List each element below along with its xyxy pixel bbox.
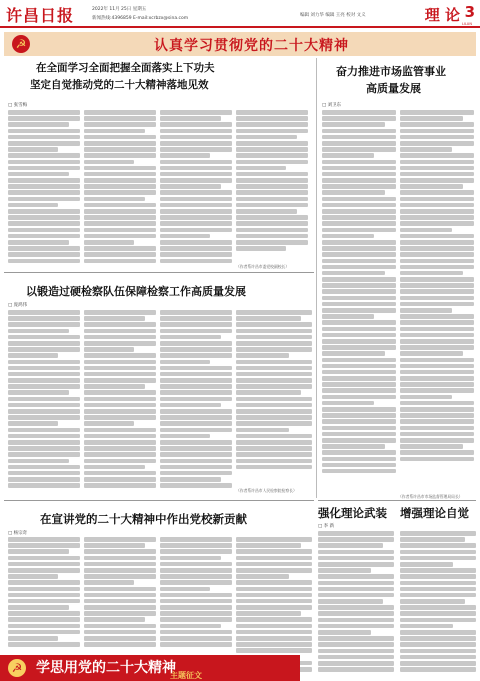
section-subtitle: LILUN bbox=[462, 22, 472, 26]
banner-title: 认真学习贯彻党的二十大精神 bbox=[154, 38, 349, 54]
article-2-column-1 bbox=[322, 110, 396, 498]
section-number: 3 bbox=[464, 3, 475, 21]
article-1-author-note: （作者系许昌市委党校副校长） bbox=[236, 264, 290, 269]
article-2-byline: □ 刘卫东 bbox=[322, 103, 342, 108]
issue-date: 2022年 11月 25日 星期五 bbox=[92, 7, 147, 12]
article-2-column-2 bbox=[400, 110, 474, 498]
article-4-column-1 bbox=[318, 531, 394, 677]
article-4-column-2 bbox=[400, 531, 476, 677]
article-1-column-3 bbox=[160, 110, 232, 268]
column-divider bbox=[316, 58, 317, 498]
article-4-headline-1: 强化理论武装 bbox=[318, 506, 387, 520]
article-3-column-1 bbox=[8, 310, 80, 500]
article-2-headline-2: 高质量发展 bbox=[366, 82, 421, 95]
article-5-headline: 在宣讲党的二十大精神中作出党校新贡献 bbox=[40, 512, 247, 526]
article-1-column-4 bbox=[236, 110, 308, 268]
article-3-column-4 bbox=[236, 310, 312, 485]
party-emblem-icon: ☭ bbox=[12, 35, 30, 53]
article-3-author-note: （作者系许昌市人民检察院检察长） bbox=[236, 488, 297, 493]
article-3-byline: □ 庞鸿伟 bbox=[8, 303, 28, 308]
article-1-headline-2: 坚定自觉推动党的二十大精神落地见效 bbox=[30, 79, 209, 91]
article-5-byline: □ 杨宗奇 bbox=[8, 531, 28, 536]
article-1-byline: □ 张雪梅 bbox=[8, 103, 28, 108]
newspaper-logo: 许昌日报 bbox=[6, 6, 75, 25]
section-divider bbox=[4, 272, 314, 273]
article-4-headline-2: 增强理论自觉 bbox=[400, 506, 469, 520]
section-divider-bottom bbox=[4, 500, 314, 501]
bottom-banner-subtitle: 主题征文 bbox=[170, 671, 202, 680]
article-1-column-2 bbox=[84, 110, 156, 268]
article-3-column-2 bbox=[84, 310, 156, 500]
top-banner bbox=[4, 32, 476, 56]
hotline: 新闻热线:4396859 E-mail:xcrbzx@sina.com bbox=[92, 16, 189, 21]
article-2-author-note: （作者系许昌市市场监督管理局局长） bbox=[398, 494, 463, 499]
article-2-headline-1: 奋力推进市场监管事业 bbox=[336, 65, 446, 78]
bottom-banner-title: 学思用党的二十大精神 bbox=[36, 660, 176, 676]
article-5-column-3 bbox=[160, 537, 232, 653]
editors: 编辑 刘力华 编辑 王亮 校对 文义 bbox=[300, 13, 366, 18]
section-divider-right bbox=[318, 500, 476, 501]
party-emblem-icon: ☭ bbox=[8, 659, 26, 677]
bottom-banner bbox=[0, 655, 300, 681]
masthead bbox=[0, 0, 480, 28]
article-3-headline: 以锻造过硬检察队伍保障检察工作高质量发展 bbox=[26, 285, 246, 298]
section-title: 理 论 bbox=[424, 6, 460, 24]
article-5-column-1 bbox=[8, 537, 80, 653]
article-1-headline-1: 在全面学习全面把握全面落实上下功夫 bbox=[36, 62, 215, 74]
article-4-byline: □ 李 新 bbox=[318, 524, 335, 529]
article-3-column-3 bbox=[160, 310, 232, 500]
article-5-column-2 bbox=[84, 537, 156, 653]
article-1-column-1 bbox=[8, 110, 80, 268]
